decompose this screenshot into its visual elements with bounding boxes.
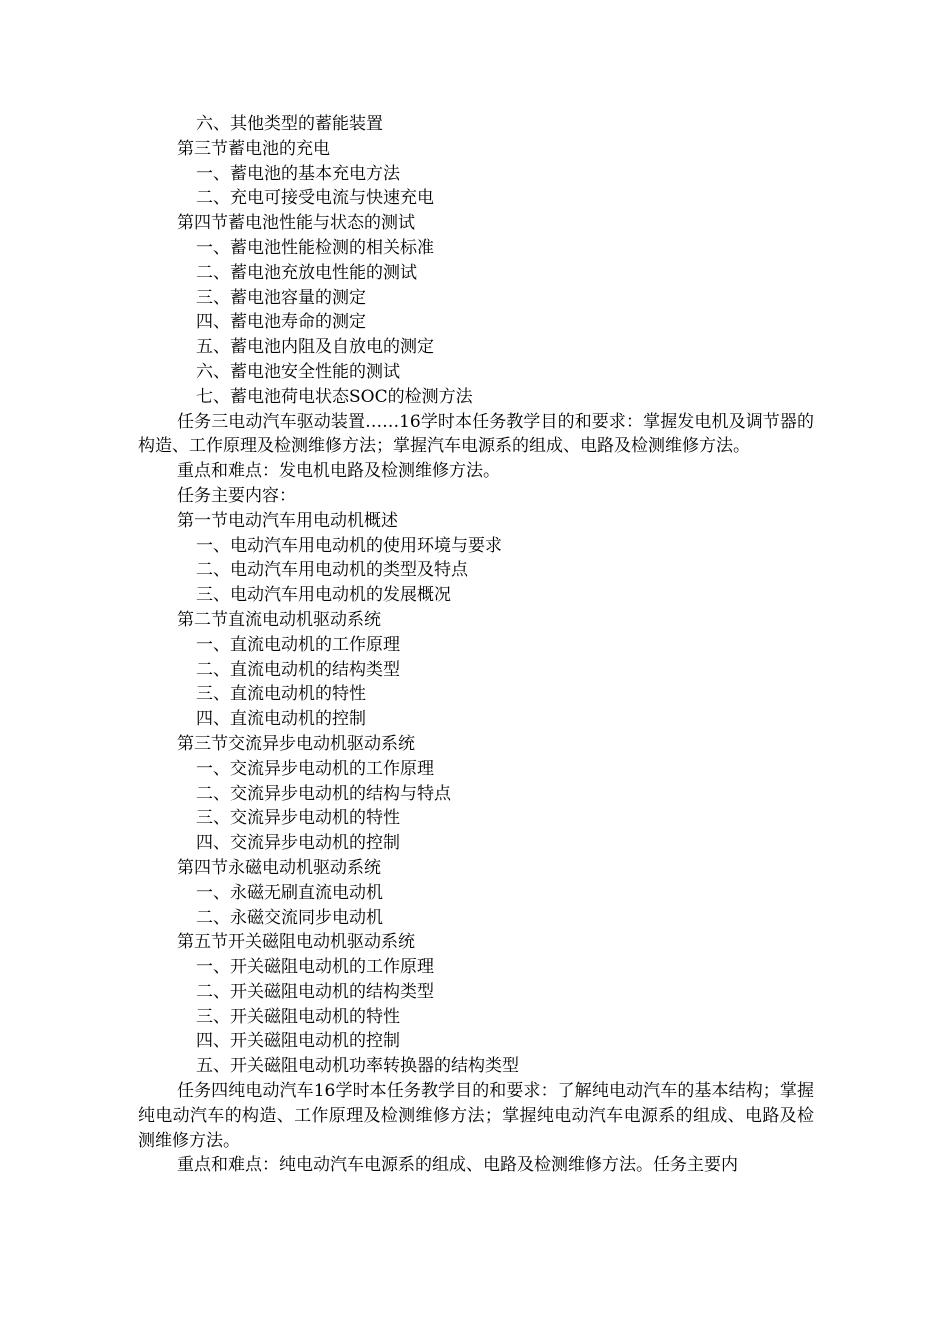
- item-line: 五、蓄电池内阻及自放电的测定: [196, 337, 434, 358]
- item-line: 二、交流异步电动机的结构与特点: [196, 783, 451, 804]
- item-line: 二、电动汽车用电动机的类型及特点: [196, 560, 468, 581]
- item-line: 一、蓄电池的基本充电方法: [196, 163, 400, 184]
- section-heading: 第二节直流电动机驱动系统: [177, 609, 381, 630]
- item-line: 六、其他类型的蓄能装置: [196, 114, 383, 134]
- item-line: 四、开关磁阻电动机的控制: [196, 1031, 400, 1052]
- item-line: 一、直流电动机的工作原理: [196, 634, 400, 655]
- item-line: 一、开关磁阻电动机的工作原理: [196, 957, 434, 978]
- item-line: 四、直流电动机的控制: [196, 709, 366, 730]
- item-line: 四、蓄电池寿命的测定: [196, 312, 366, 333]
- item-line: 七、蓄电池荷电状态SOC的检测方法: [196, 386, 473, 407]
- section-heading: 第三节交流异步电动机驱动系统: [177, 733, 415, 754]
- section-heading: 第五节开关磁阻电动机驱动系统: [177, 932, 415, 953]
- item-line: 三、开关磁阻电动机的特性: [196, 1006, 400, 1027]
- item-line: 一、电动汽车用电动机的使用环境与要求: [196, 535, 502, 556]
- section-heading: 第三节蓄电池的充电: [177, 138, 330, 159]
- task-content-heading: 任务主要内容：: [177, 485, 296, 506]
- item-line: 一、蓄电池性能检测的相关标准: [196, 237, 434, 258]
- key-points-paragraph: 重点和难点：发电机电路及检测维修方法。: [177, 461, 500, 482]
- item-line: 二、永磁交流同步电动机: [196, 907, 383, 928]
- section-heading: 第四节永磁电动机驱动系统: [177, 857, 381, 878]
- section-heading: 第一节电动汽车用电动机概述: [177, 510, 398, 531]
- item-line: 一、交流异步电动机的工作原理: [196, 758, 434, 779]
- item-line: 三、直流电动机的特性: [196, 684, 366, 705]
- document-page: [0, 112, 950, 1178]
- item-line: 二、开关磁阻电动机的结构类型: [196, 981, 434, 1002]
- item-line: 五、开关磁阻电动机功率转换器的结构类型: [196, 1056, 519, 1077]
- item-line: 二、直流电动机的结构类型: [196, 659, 400, 680]
- item-line: 二、蓄电池充放电性能的测试: [196, 262, 417, 283]
- key-points-paragraph: 重点和难点：纯电动汽车电源系的组成、电路及检测维修方法。任务主要内: [177, 1155, 738, 1176]
- item-line: 三、交流异步电动机的特性: [196, 808, 400, 829]
- item-line: 二、充电可接受电流与快速充电: [196, 188, 434, 209]
- task-paragraph: 任务四纯电动汽车16学时本任务教学目的和要求：了解纯电动汽车的基本结构；掌握纯电动汽车的构造、工作原理及检测维修方法；掌握纯电动汽车电源系的组成、电路及检测维修方法。: [138, 1081, 814, 1151]
- item-line: 三、电动汽车用电动机的发展概况: [196, 585, 451, 606]
- item-line: 四、交流异步电动机的控制: [196, 833, 400, 854]
- section-heading: 第四节蓄电池性能与状态的测试: [177, 213, 415, 234]
- item-line: 三、蓄电池容量的测定: [196, 287, 366, 308]
- item-line: 一、永磁无刷直流电动机: [196, 882, 383, 903]
- task-paragraph: 任务三电动汽车驱动装置……16学时本任务教学目的和要求：掌握发电机及调节器的构造、工作原理及检测维修方法；掌握汽车电源系的组成、电路及检测维修方法。: [138, 411, 814, 457]
- item-line: 六、蓄电池安全性能的测试: [196, 361, 400, 382]
